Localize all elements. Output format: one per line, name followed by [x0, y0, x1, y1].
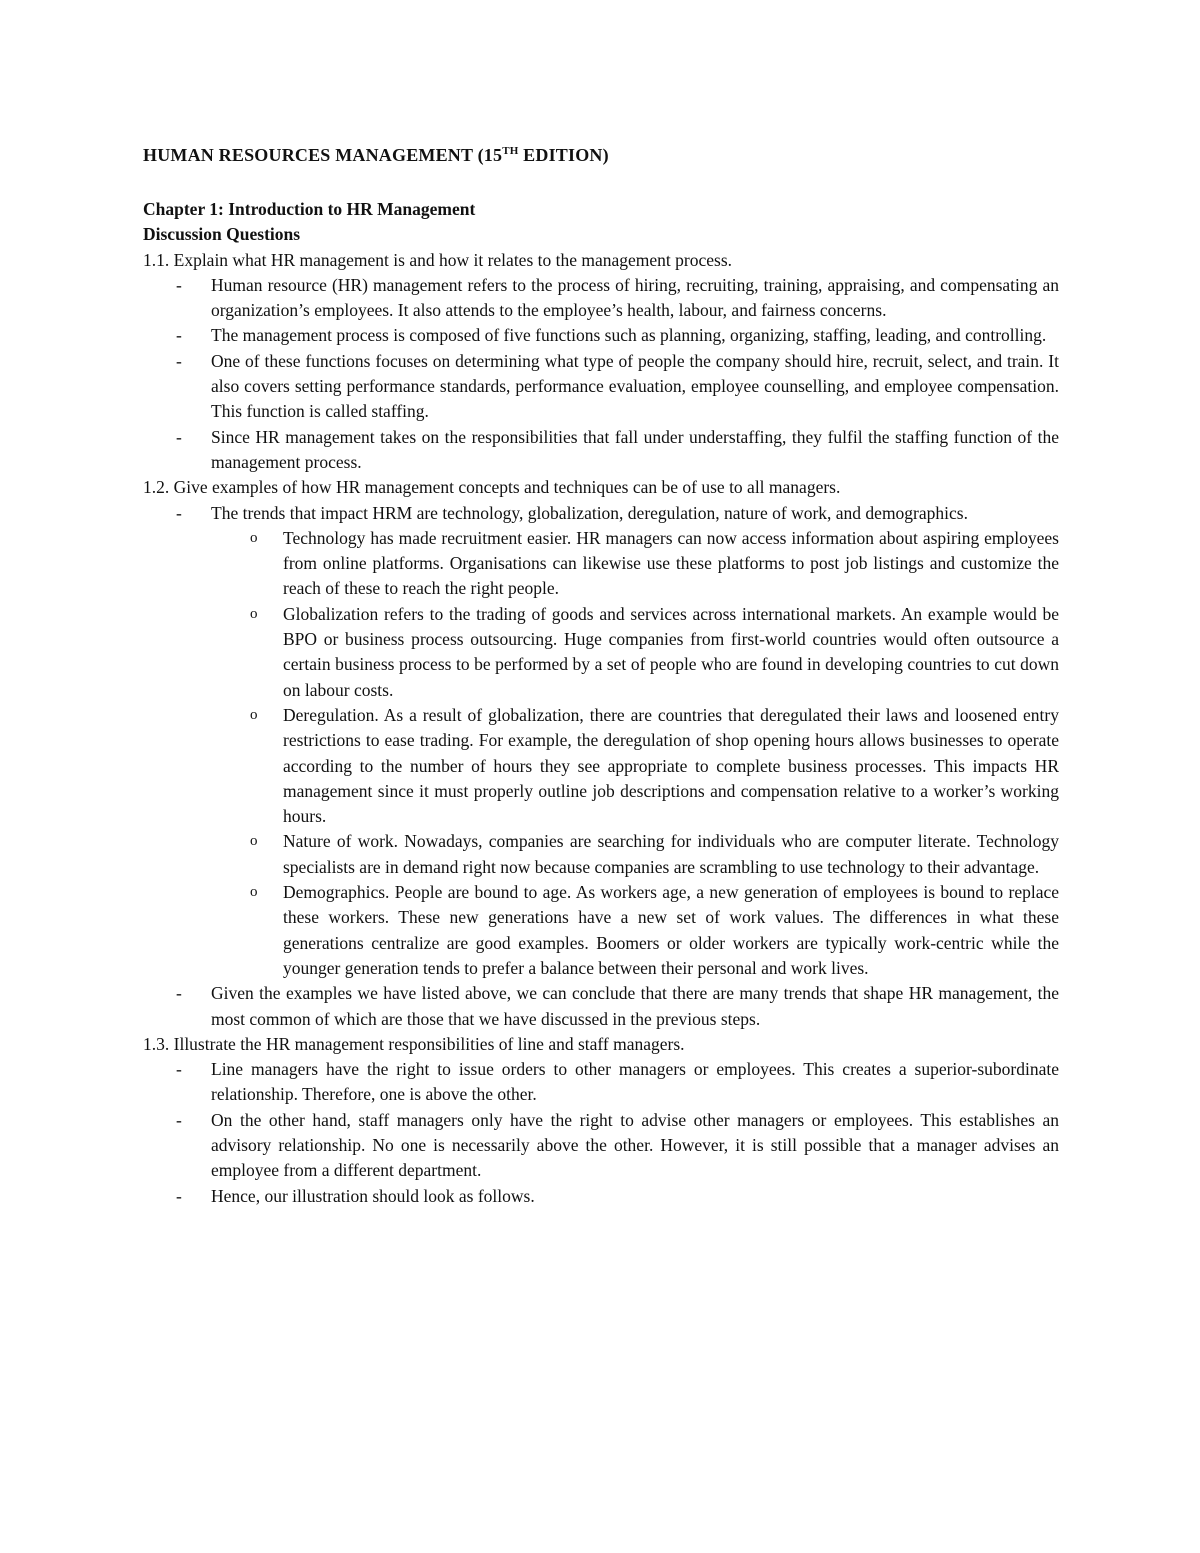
list-item: - On the other hand, staff managers only have the right to advise other managers or employees. This establishes an advisory relationship. No one is necessarily above the other. However, it is still possible that a manager advises an employee from a different department. — [176, 1109, 1059, 1181]
chapter-heading: Chapter 1: Introduction to HR Management — [143, 199, 476, 219]
list-item: - Given the examples we have listed above, we can conclude that there are many trends that shape HR management, the most common of which are those that we have discussed in the previous steps. — [176, 983, 1059, 1029]
circle-bullet: o — [250, 605, 258, 622]
question-1-1: 1.1. Explain what HR management is and how it relates to the management process. — [143, 249, 733, 270]
list-item: - The management process is composed of five functions such as planning, organizing, staffing, leading, and controlling. — [211, 323, 1059, 348]
list-item: - One of these functions focuses on determining what type of people the company should hire, recruit, select, and train. It also covers setting performance standards, performance evaluation, employee counselling, and employee compensation. This function is called staffing. — [176, 350, 1059, 422]
dash-bullet: - — [176, 426, 182, 447]
title-spacer — [143, 173, 1059, 197]
circle-bullet: o — [250, 884, 258, 901]
dash-bullet: - — [176, 1059, 182, 1080]
section-heading: Discussion Questions — [143, 224, 301, 245]
title-superscript: TH — [502, 145, 519, 157]
dash-bullet: - — [176, 502, 182, 523]
dash-bullet: - — [176, 1185, 182, 1206]
sub-list-item: o Globalization refers to the trading of goods and services across international markets. An example would be BPO or business process outsourcing. Huge companies from first-world countries would often outsource a certain business process to be performed by a set of people who are found in developing countries to cut down on labour costs. — [250, 603, 1059, 700]
dash-bullet: - — [176, 350, 182, 371]
dash-bullet: - — [176, 274, 182, 295]
circle-bullet: o — [250, 529, 258, 546]
list-item: - Hence, our illustration should look as follows. — [211, 1184, 1059, 1209]
sub-list-item: o Demographics. People are bound to age. As workers age, a new generation of employees is bound to replace these workers. These new generations have a new set of work values. The differences in what these generations centralize are good examples. Boomers or older workers are typically work-centric while the younger generation tends to prefer a balance between their personal and work lives. — [250, 882, 1059, 978]
sub-list-item: o Deregulation. As a result of globalization, there are countries that deregulated their laws and loosened entry restrictions to ease trading. For example, the deregulation of shop opening hours allows businesses to operate according to the number of hours they see appropriate to complete business processes. This impacts HR management since it must properly outline job descriptions and compensation relative to a worker’s working hours. — [250, 704, 1059, 827]
dash-bullet: - — [176, 325, 182, 346]
list-item: - Line managers have the right to issue orders to other managers or employees. This creates a superior-subordinate relationship. Therefore, one is above the other. — [176, 1059, 1059, 1105]
list-item: - The trends that impact HRM are technology, globalization, deregulation, nature of work, and demographics. — [211, 501, 1059, 526]
document-title: HUMAN RESOURCES MANAGEMENT (15TH EDITION) — [143, 145, 609, 165]
document-body — [143, 140, 1059, 1209]
circle-bullet: o — [250, 833, 258, 850]
question-1-2: 1.2. Give examples of how HR management concepts and techniques can be of use to all managers. — [143, 477, 841, 498]
circle-bullet: o — [250, 706, 258, 723]
list-item: - Human resource (HR) management refers to the process of hiring, recruiting, training, appraising, and compensating an organization’s employees. It also attends to the employee’s health, labour, and fairness concerns. — [176, 274, 1059, 321]
dash-bullet: - — [176, 983, 182, 1004]
dash-bullet: - — [176, 1109, 182, 1130]
sub-list-item: o Nature of work. Nowadays, companies are searching for individuals who are computer literate. Technology specialists are in demand right now because companies are scrambling to use technology to their advantage. — [250, 831, 1059, 877]
list-item: - Since HR management takes on the responsibilities that fall under understaffing, they fulfil the staffing function of the management process. — [176, 426, 1059, 472]
question-1-3: 1.3. Illustrate the HR management responsibilities of line and staff managers. — [143, 1033, 685, 1054]
sub-list-item: o Technology has made recruitment easier. HR managers can now access information about aspiring employees from online platforms. Organisations can likewise use these platforms to post job listings and customize the reach of these to reach the right people. — [250, 527, 1059, 599]
